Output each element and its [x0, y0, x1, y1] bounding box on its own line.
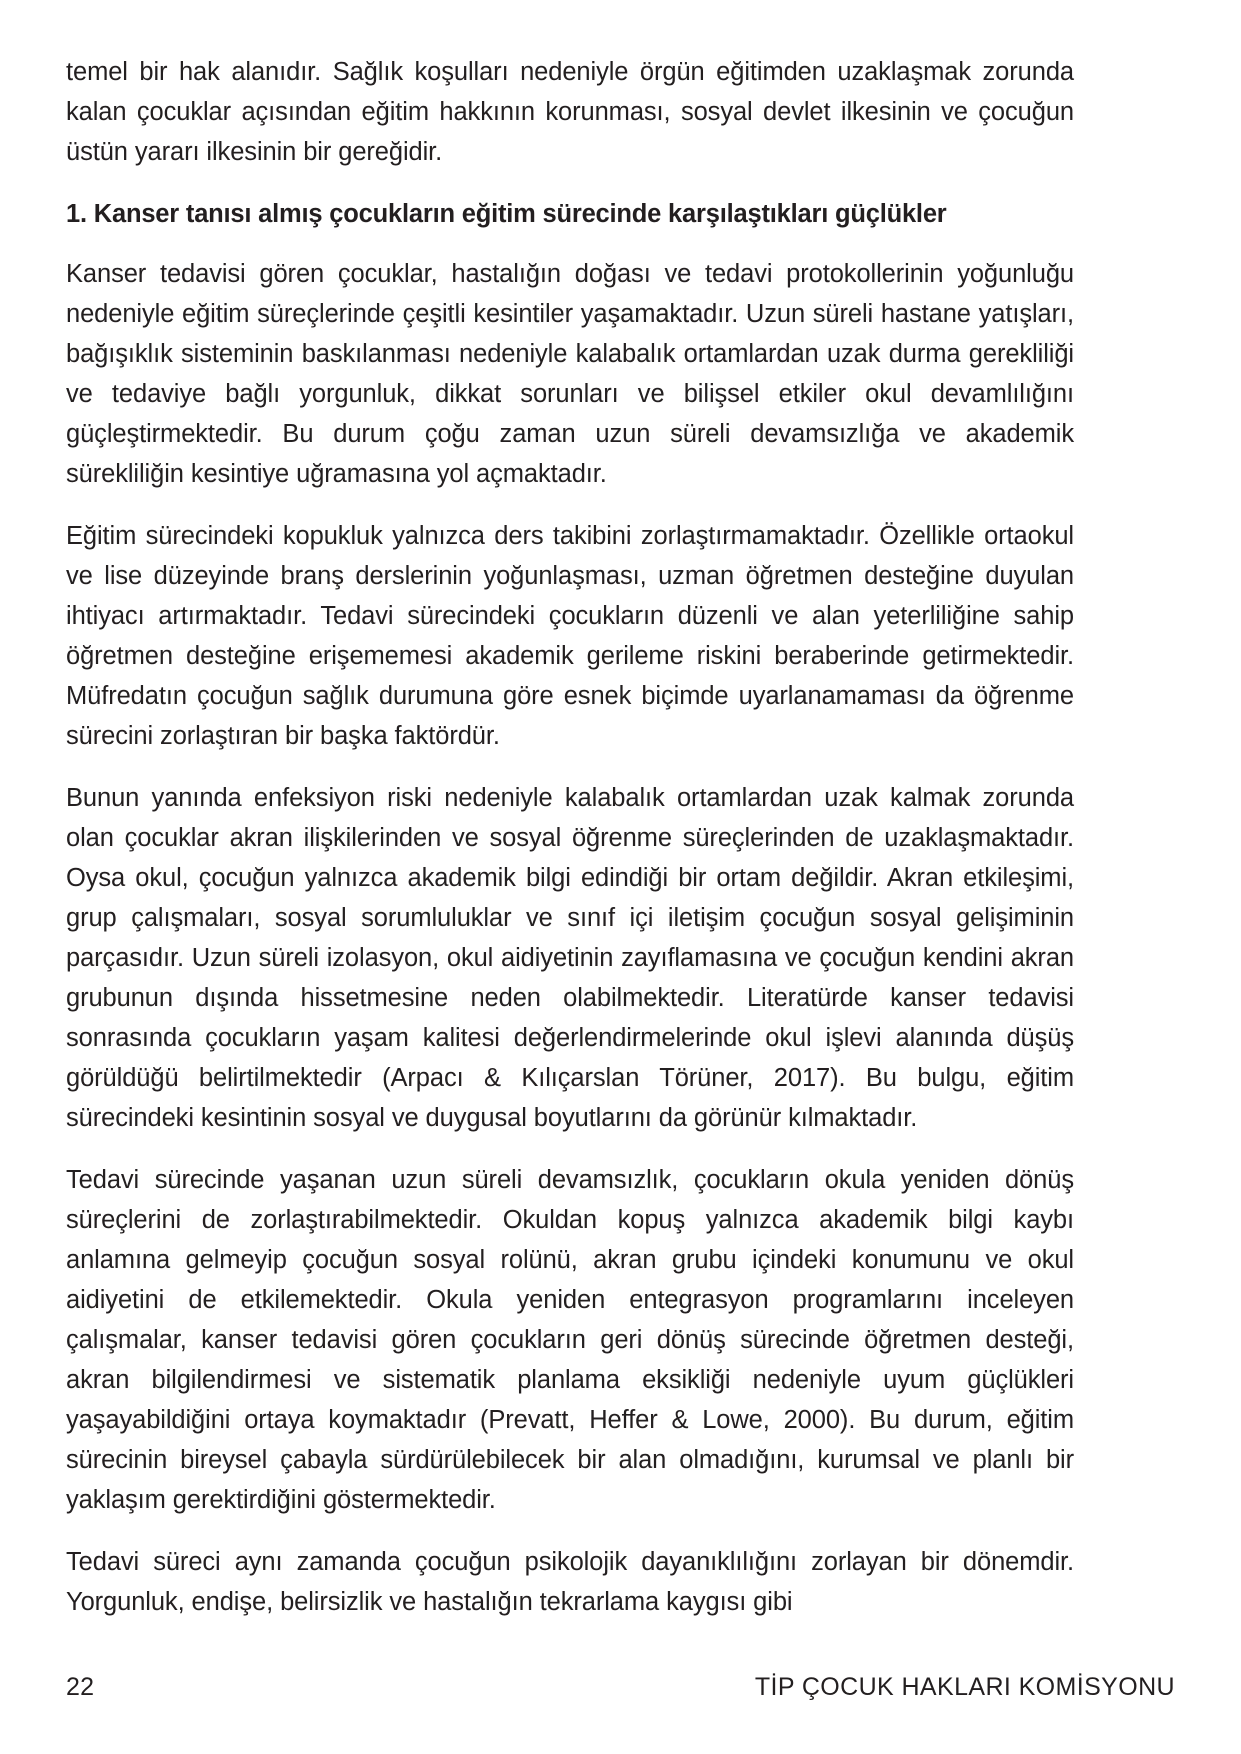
page-content [66, 52, 1074, 1644]
paragraph-5: Tedavi süreci aynı zamanda çocuğun psikolojik dayanıklılığını zorlayan bir dönemdir. Yorgunluk, endişe, belirsizlik ve hastalığın tekrarlama kaygısı gibi [66, 1548, 1074, 1616]
paragraph-intro: temel bir hak alanıdır. Sağlık koşulları nedeniyle örgün eğitimden uzaklaşmak zorunda kalan çocuklar açısından eğitim hakkının korunması, sosyal devlet ilkesinin ve çocuğun üstün yararı ilkesinin bir gereğidir. [66, 58, 1074, 166]
section-heading-1: 1. Kanser tanısı almış çocukların eğitim sürecinde karşılaştıkları güçlükler [66, 200, 947, 228]
page-footer [66, 1673, 1175, 1702]
footer-title: TİP ÇOCUK HAKLARI KOMİSYONU [754, 1673, 1175, 1701]
paragraph-2: Eğitim sürecindeki kopukluk yalnızca ders takibini zorlaştırmamaktadır. Özellikle ortaokul ve lise düzeyinde branş derslerinin yoğunlaşması, uzman öğretmen desteğine duyulan ihtiyacı artırmaktadır. Tedavi sürecindeki çocukların düzenli ve alan yeterliliğine sahip öğretmen desteğine erişememesi akademik gerileme riskini beraberinde getirmektedir. Müfredatın çocuğun sağlık durumuna göre esnek biçimde uyarlanamaması da öğrenme sürecini zorlaştıran bir başka faktördür. [66, 522, 1074, 750]
page-number: 22 [66, 1673, 95, 1701]
paragraph-1: Kanser tedavisi gören çocuklar, hastalığın doğası ve tedavi protokollerinin yoğunluğu nedeniyle eğitim süreçlerinde çeşitli kesintiler yaşamaktadır. Uzun süreli hastane yatışları, bağışıklık sisteminin baskılanması nedeniyle kalabalık ortamlardan uzak durma gerekliliği ve tedaviye bağlı yorgunluk, dikkat sorunları ve bilişsel etkiler okul devamlılığını güçleştirmektedir. Bu durum çoğu zaman uzun süreli devamsızlığa ve akademik sürekliliğin kesintiye uğramasına yol açmaktadır. [66, 260, 1074, 488]
paragraph-3: Bunun yanında enfeksiyon riski nedeniyle kalabalık ortamlardan uzak kalmak zorunda olan çocuklar akran ilişkilerinden ve sosyal öğrenme süreçlerinden de uzaklaşmaktadır. Oysa okul, çocuğun yalnızca akademik bilgi edindiği bir ortam değildir. Akran etkileşimi, grup çalışmaları, sosyal sorumluluklar ve sınıf içi iletişim çocuğun sosyal gelişiminin parçasıdır. Uzun süreli izolasyon, okul aidiyetinin zayıflamasına ve çocuğun kendini akran grubunun dışında hissetmesine neden olabilmektedir. Literatürde kanser tedavisi sonrasında çocukların yaşam kalitesi değerlendirmelerinde okul işlevi alanında düşüş görüldüğü belirtilmektedir (Arpacı & Kılıçarslan Törüner, 2017). Bu bulgu, eğitim sürecindeki kesintinin sosyal ve duygusal boyutlarını da görünür kılmaktadır. [66, 784, 1074, 1132]
paragraph-4: Tedavi sürecinde yaşanan uzun süreli devamsızlık, çocukların okula yeniden dönüş süreçlerini de zorlaştırabilmektedir. Okuldan kopuş yalnızca akademik bilgi kaybı anlamına gelmeyip çocuğun sosyal rolünü, akran grubu içindeki konumunu ve okul aidiyetini de etkilemektedir. Okula yeniden entegrasyon programlarını inceleyen çalışmalar, kanser tedavisi gören çocukların geri dönüş sürecinde öğretmen desteği, akran bilgilendirmesi ve sistematik planlama eksikliği nedeniyle uyum güçlükleri yaşayabildiğini ortaya koymaktadır (Prevatt, Heffer & Lowe, 2000). Bu durum, eğitim sürecinin bireysel çabayla sürdürülebilecek bir alan olmadığını, kurumsal ve planlı bir yaklaşım gerektirdiğini göstermektedir. [66, 1166, 1074, 1514]
